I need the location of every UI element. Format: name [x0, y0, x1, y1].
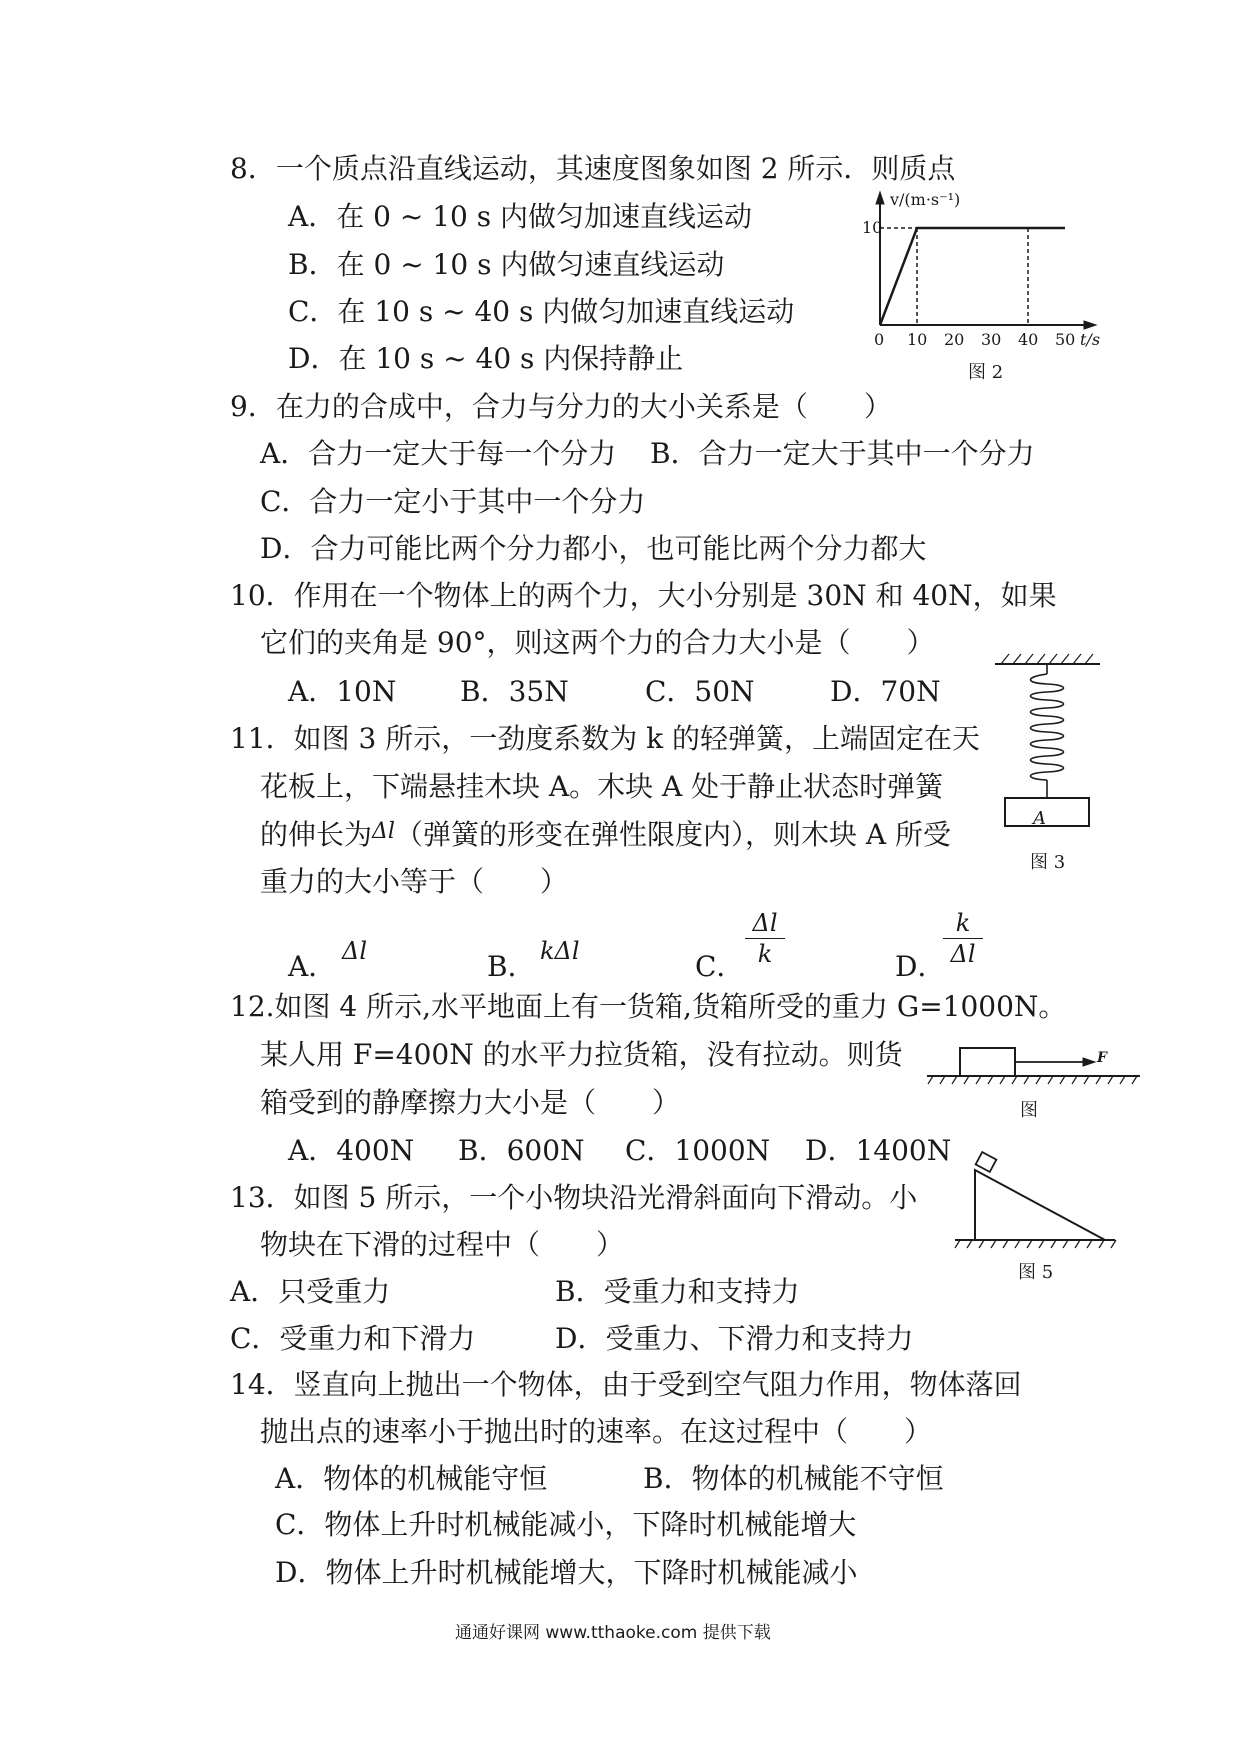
figure-4-caption: 图 — [1020, 1100, 1038, 1121]
q11-line3 — [260, 818, 951, 855]
q12-option-b: B．600N — [458, 1134, 585, 1167]
figure-3-spring — [995, 650, 1105, 840]
q11-option-b-label: B． — [487, 950, 536, 983]
q11-option-d-label: D． — [895, 950, 946, 983]
figure-2-x-label: t/s — [1080, 330, 1101, 349]
figure-3-block-label: A — [1033, 808, 1046, 829]
figure-5-caption: 图 5 — [1018, 1262, 1054, 1283]
figure-2-x-tick-30: 30 — [981, 330, 1002, 349]
q14-option-d: D．物体上升时机械能增大，下降时机械能减小 — [275, 1556, 858, 1589]
figure-3-caption: 图 3 — [1030, 852, 1066, 873]
q9-option-a: A．合力一定大于每一个分力 — [260, 437, 617, 470]
q10-option-b: B．35N — [460, 675, 569, 708]
q11-line3-symbol: Δl — [372, 819, 395, 844]
incline-ground-hatch — [955, 1240, 1116, 1248]
figure-2-x-tick-10: 10 — [907, 330, 928, 349]
q8-stem: 8．一个质点沿直线运动，其速度图象如图 2 所示．则质点 — [230, 152, 956, 185]
q13-option-a: A．只受重力 — [230, 1275, 391, 1308]
q12-line3: 箱受到的静摩擦力大小是（ ） — [260, 1086, 681, 1119]
q11-option-c-fraction — [745, 908, 785, 969]
q10-option-c: C．50N — [645, 675, 755, 708]
q8-option-c: C．在 10 s ~ 40 s 内做匀加速直线运动 — [288, 295, 795, 328]
q12-option-a: A．400N — [288, 1134, 415, 1167]
q11-line1: 11．如图 3 所示，一劲度系数为 k 的轻弹簧，上端固定在天 — [230, 722, 981, 755]
block-a — [1005, 798, 1089, 826]
q13-line2: 物块在下滑的过程中（ ） — [260, 1228, 625, 1261]
figure-2-x-tick-20: 20 — [944, 330, 965, 349]
q12-option-c: C．1000N — [625, 1134, 771, 1167]
incline-triangle — [975, 1170, 1105, 1240]
figure-2-vt-graph — [860, 190, 1120, 350]
q9-option-c: C．合力一定小于其中一个分力 — [260, 485, 646, 518]
q10-option-a: A．10N — [288, 675, 397, 708]
q12-line2: 某人用 F=400N 的水平力拉货箱，没有拉动。则货 — [260, 1038, 903, 1071]
q12-option-d: D．1400N — [805, 1134, 952, 1167]
q11-line3-text-a: 的伸长为 — [260, 818, 373, 851]
ground-hatch — [928, 1076, 1137, 1084]
y-axis-arrow — [876, 192, 884, 204]
q11-line3-text-b: （弹簧的形变在弹性限度内），则木块 A 所受 — [394, 818, 951, 851]
force-arrow-head — [1083, 1058, 1095, 1066]
q13-option-d: D．受重力、下滑力和支持力 — [555, 1322, 914, 1355]
cargo-box — [960, 1048, 1015, 1076]
velocity-line — [880, 228, 1065, 325]
small-block — [976, 1152, 997, 1172]
q13-option-b: B．受重力和支持力 — [555, 1275, 800, 1308]
q11-option-b-expr: kΔl — [540, 937, 580, 965]
figure-2-y-tick: 10 — [862, 218, 883, 237]
footer-download-note: 通通好课网 www.tthaoke.com 提供下载 — [455, 1623, 771, 1643]
q14-option-c: C．物体上升时机械能减小，下降时机械能增大 — [275, 1508, 857, 1541]
figure-2-y-label: v/(m·s⁻¹) — [890, 190, 961, 209]
q8-option-d: D．在 10 s ~ 40 s 内保持静止 — [288, 342, 684, 375]
x-axis-arrow — [1084, 321, 1096, 329]
q14-option-a: A．物体的机械能守恒 — [275, 1462, 548, 1495]
q11-option-d-numerator: k — [943, 908, 983, 939]
q11-option-a-expr: Δl — [342, 937, 368, 965]
figure-2-x-tick-50: 50 — [1055, 330, 1076, 349]
ceiling-hatch — [1001, 654, 1093, 664]
q13-line1: 13．如图 5 所示，一个小物块沿光滑斜面向下滑动。小 — [230, 1181, 918, 1214]
q11-option-c-label: C． — [695, 950, 745, 983]
q11-option-d-fraction — [943, 908, 983, 969]
q14-line1: 14．竖直向上抛出一个物体，由于受到空气阻力作用，物体落回 — [230, 1368, 1022, 1401]
q11-option-a-label: A． — [288, 950, 337, 983]
figure-2-origin: 0 — [874, 330, 885, 349]
q11-line4: 重力的大小等于（ ） — [260, 865, 569, 898]
q9-stem: 9．在力的合成中，合力与分力的大小关系是（ ） — [230, 390, 892, 423]
q11-option-d-denominator: Δl — [950, 940, 976, 968]
figure-2-x-tick-40: 40 — [1018, 330, 1039, 349]
q8-option-a: A．在 0 ~ 10 s 内做匀加速直线运动 — [288, 200, 752, 233]
q11-option-c-numerator: Δl — [745, 908, 785, 939]
spring-coil — [1031, 674, 1064, 780]
figure-4-force-label: F — [1097, 1050, 1107, 1066]
q12-line1: 12.如图 4 所示,水平地面上有一货箱,货箱所受的重力 G=1000N。 — [230, 990, 1067, 1023]
q14-line2: 抛出点的速率小于抛出时的速率。在这过程中（ ） — [260, 1415, 933, 1448]
q11-option-c-denominator: k — [757, 940, 773, 968]
q8-option-b: B．在 0 ~ 10 s 内做匀速直线运动 — [288, 248, 725, 281]
figure-2-caption: 图 2 — [968, 362, 1004, 383]
q10-option-d: D．70N — [830, 675, 941, 708]
q11-line2: 花板上，下端悬挂木块 A。木块 A 处于静止状态时弹簧 — [260, 770, 944, 803]
q10-stem-line2: 它们的夹角是 90°，则这两个力的合力大小是（ ） — [260, 626, 935, 659]
figure-4-box-force — [925, 1040, 1145, 1085]
q9-option-d: D．合力可能比两个分力都小，也可能比两个分力都大 — [260, 532, 927, 565]
q13-option-c: C．受重力和下滑力 — [230, 1322, 476, 1355]
q9-option-b: B．合力一定大于其中一个分力 — [650, 437, 1035, 470]
q14-option-b: B．物体的机械能不守恒 — [643, 1462, 944, 1495]
figure-5-incline — [950, 1150, 1120, 1250]
q10-stem-line1: 10．作用在一个物体上的两个力，大小分别是 30N 和 40N，如果 — [230, 579, 1057, 612]
